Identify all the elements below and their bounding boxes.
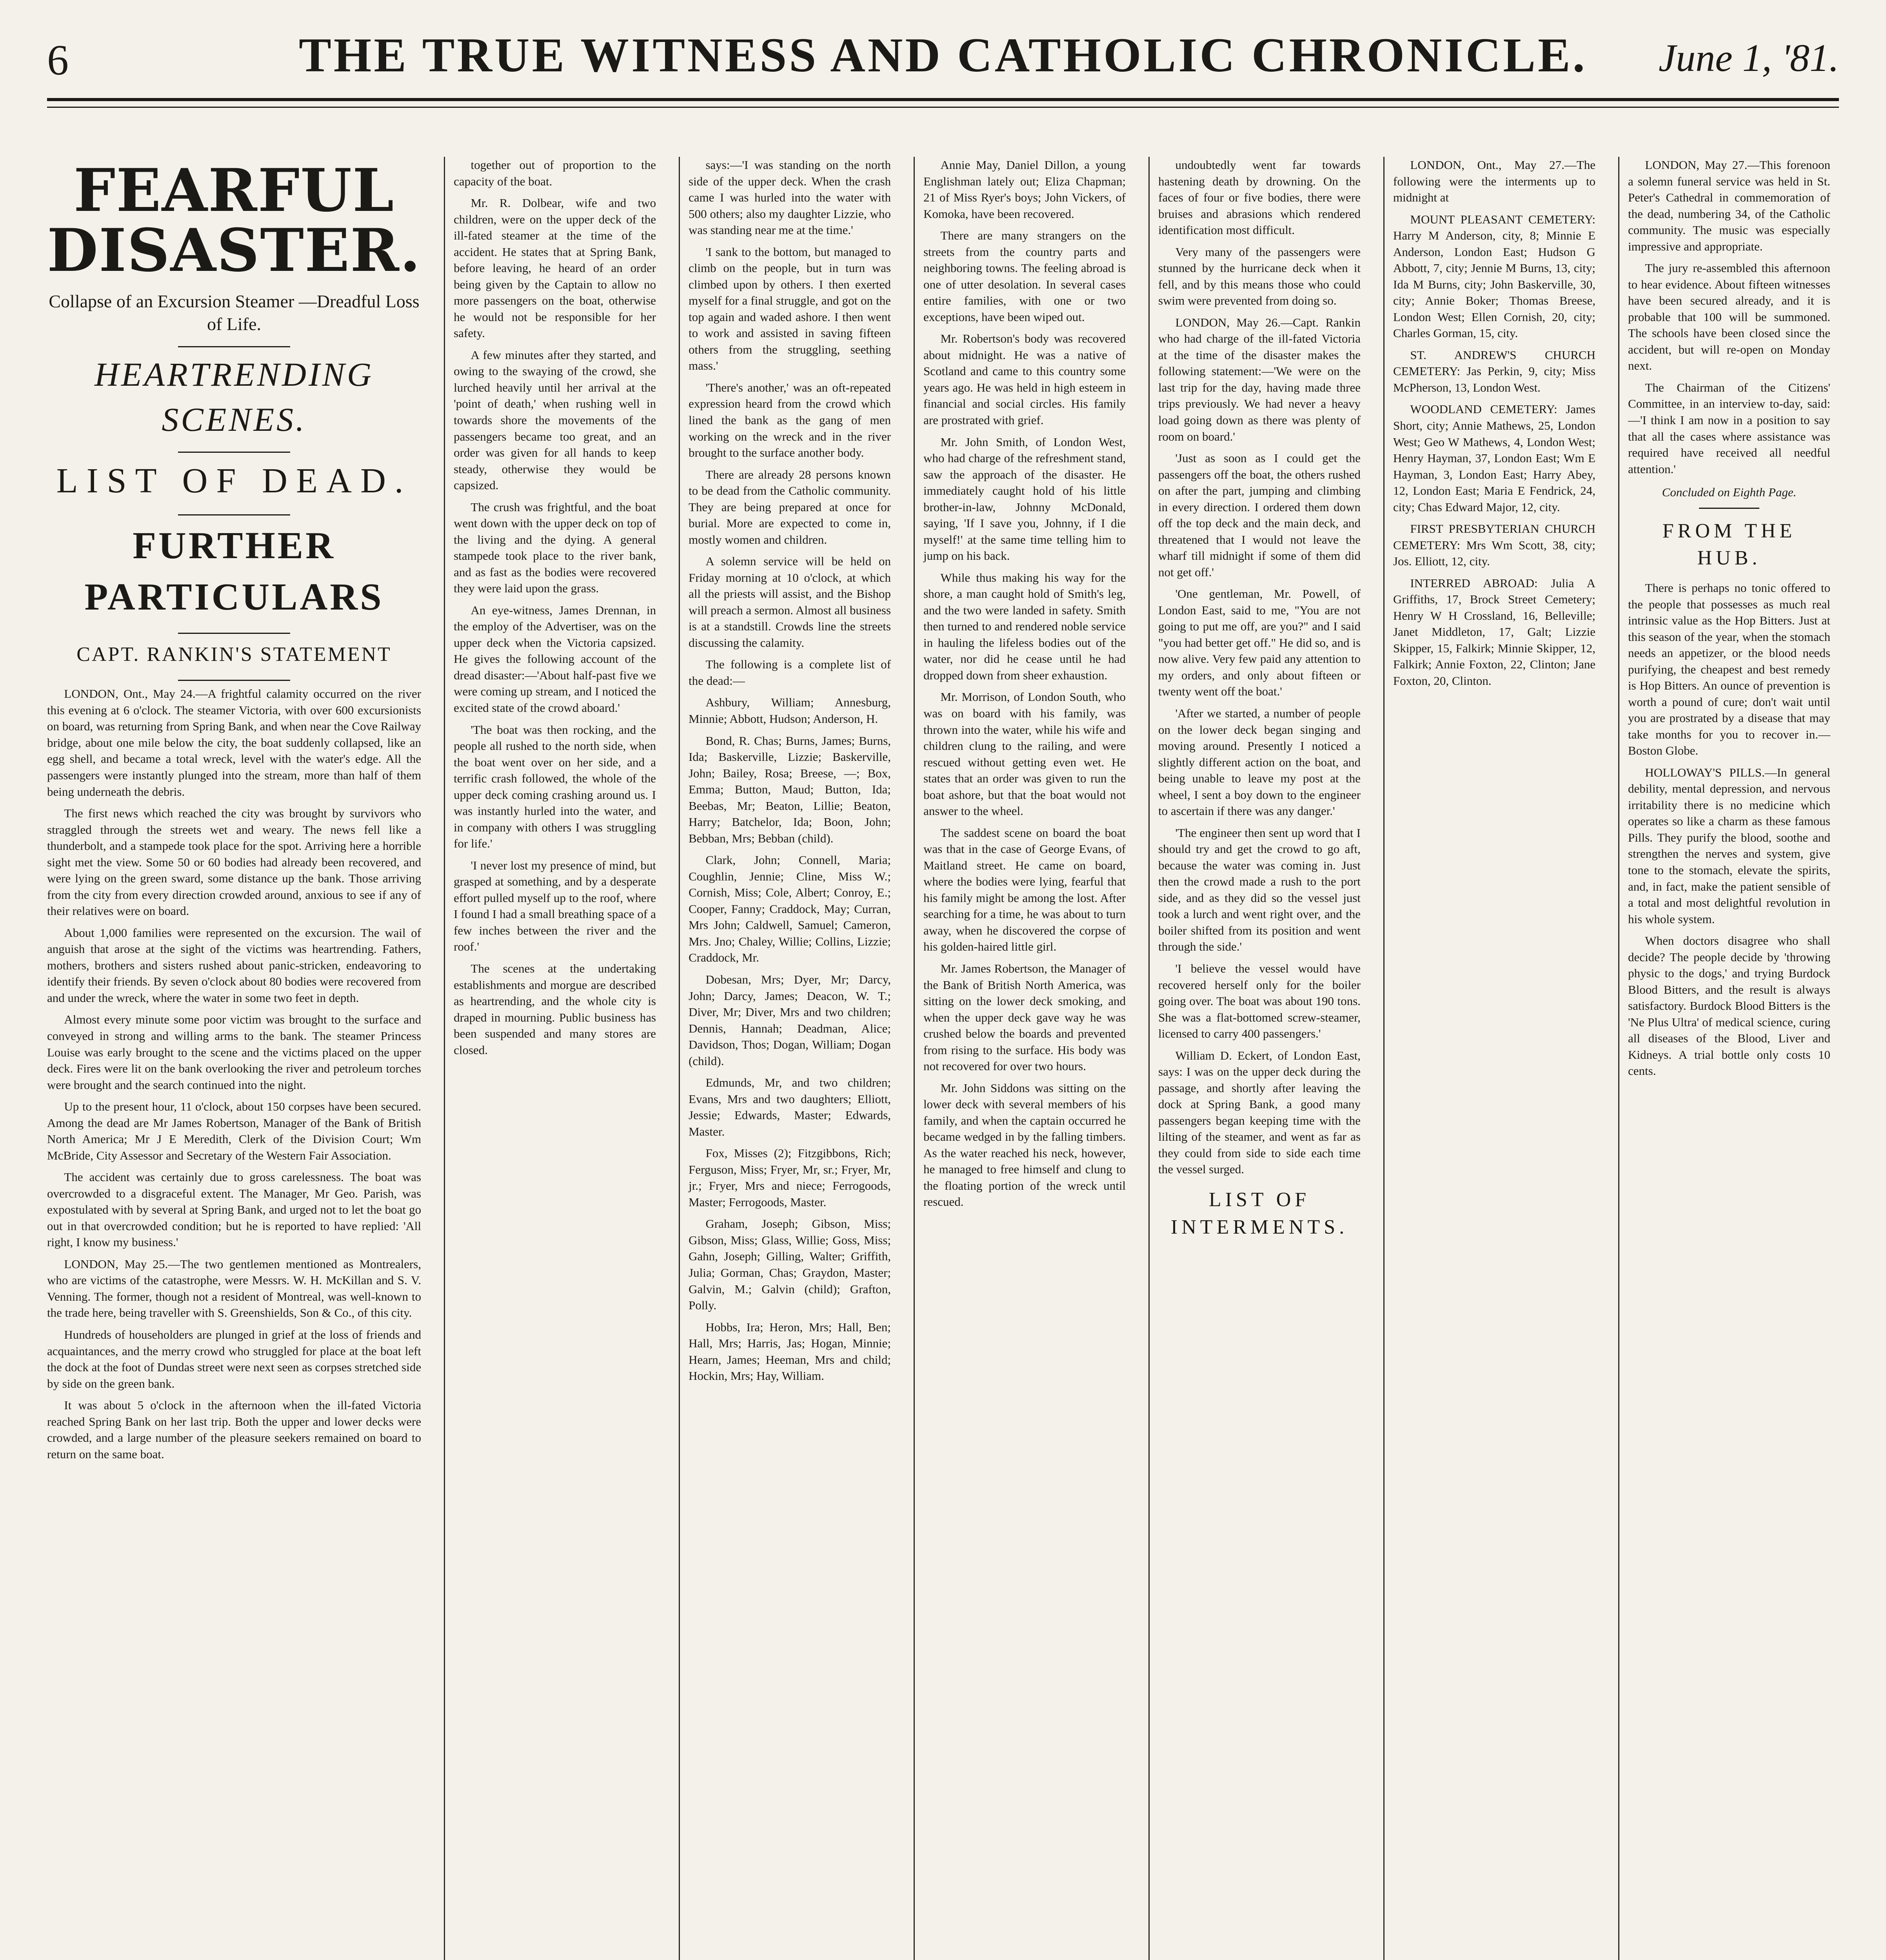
paragraph: ST. ANDREW'S CHURCH CEMETERY: Jas Perkin, 9, city; Miss McPherson, 13, London West. [1393, 348, 1596, 394]
paragraph: It was about 5 o'clock in the afternoon when the ill-fated Victoria reached Spring Bank on her last trip. Both the upper and lower decks were crowded, and a large number of the pleasure seekers remained on board to return on the same boat. [47, 1398, 422, 1461]
paragraph: LONDON, Ont., May 27.—The following were the interments up to midnight at [1393, 158, 1596, 205]
paragraph: The scenes at the undertaking establishments and morgue are described as heartrending, and the whole city is draped in mourning. Public business has been suspended and many stores are closed. [454, 961, 656, 1057]
paragraph: A few minutes after they started, and owing to the swaying of the crowd, she lurched heavily until her arrival at the 'point of death,' when rushing well in towards shore the movements of the passengers became too great, and an order was given for all hands to keep steady, otherwise they would be capsized. [454, 348, 656, 492]
paragraph: Bond, R. Chas; Burns, James; Burns, Ida; Baskerville, Lizzie; Baskerville, John; Bailey, Rosa; Breese, —; Box, Emma; Button, Maud; Button, Ida; Beebas, Mr; Beaton, Lillie; Beaton, Harry; Batchelor, Ida; Boon, John; Bebban, Mrs; Bebban (child). [689, 733, 891, 845]
paragraph: When doctors disagree who shall decide? The people decide by 'throwing physic to the dogs,' and trying Burdock Blood Bitters, and the result is always satisfactory. Burdock Blood Bitters is the 'Ne Plus Ultra' of medical science, curing all diseases of the Blood, Liver and Kidneys. A trial bottle only costs 10 cents. [1628, 934, 1830, 1078]
paragraph: Hobbs, Ira; Heron, Mrs; Hall, Ben; Hall, Mrs; Harris, Jas; Hogan, Minnie; Hearn, James; Heeman, Mrs and child; Hockin, Mrs; Hay, William. [689, 1320, 891, 1383]
paragraph: There is perhaps no tonic offered to the people that possesses as much real intrinsic value as the Hop Bitters. Just at this season of the year, when the stomach needs an appetizer, or the blood needs purifying, the cheapest and best remedy is Hop Bitters. An ounce of prevention is worth a pound of cure; don't wait until you are prostrated by a disease that may take months for you to recover in.—Boston Globe. [1628, 581, 1830, 758]
paragraph: 'I sank to the bottom, but managed to climb on the people, but in turn was climbed upon by others. I then exerted myself for a final struggle, and got on the top again and waded ashore. I then went to work and assisted in saving fifteen others from the struggling, seething mass.' [689, 245, 891, 373]
statement-heading: CAPT. RANKIN'S STATEMENT [76, 643, 392, 666]
article-columns [47, 157, 1839, 1960]
paragraph: Up to the present hour, 11 o'clock, about 150 corpses have been secured. Among the dead are Mr James Robertson, Manager of the Bank of British North America; Mr J E Meredith, Clerk of the Division Court; Wm McBride, City Assessor and Secretary of the Western Fair Association. [47, 1100, 422, 1162]
issue-date: June 1, '81. [1658, 36, 1839, 80]
paragraph: LONDON, May 27.—This forenoon a solemn funeral service was held in St. Peter's Cathedral in commemoration of the dead, numbering 34, of the Catholic community. The music was especially impressive and appropriate. [1628, 158, 1830, 253]
paragraph: Clark, John; Connell, Maria; Coughlin, Jennie; Cline, Miss W.; Cornish, Miss; Cole, Albert; Conroy, E.; Cooper, Fanny; Craddock, May; Curran, Mrs John; Caldwell, Samuel; Cameron, Mrs. Jno; Chaley, Willie; Collins, Lizzie; Craddock, Mr. [689, 853, 891, 965]
deck: Collapse of an Excursion Steamer —Dreadful Loss of Life. [49, 291, 420, 334]
paragraph: 'There's another,' was an oft-repeated expression heard from the crowd which lined the bank as the gang of men working on the wreck and in the river brought to the surface another body. [689, 380, 891, 460]
headline: FEARFUL DISASTER. [47, 156, 422, 285]
paragraph: 'The boat was then rocking, and the people all rushed to the north side, when the boat went over on her side, and a terrific crash followed, the whole of the upper deck coming crashing around us. I was instantly hurled into the water, and in company with others I was struggling for life.' [454, 722, 656, 851]
paragraph: Mr. Robertson's body was recovered about midnight. He was a native of Scotland and came to this country some years ago. He was held in high esteem in financial and social circles. His family are prostrated with grief. [923, 332, 1126, 427]
further-particulars-heading: FURTHER PARTICULARS [84, 524, 384, 619]
divider [1699, 508, 1760, 509]
paragraph: The first news which reached the city was brought by survivors who straggled through the streets wet and weary. The news fell like a thunderbolt, and a stampede took place for the spot. Arriving here a horrible sight met the view. Some 50 or 60 bodies had already been recovered, and were lying on the green sward, some distance up the bank. Those arriving from the city from every direction crowded around, anxious to see if any of their relatives were on board. [47, 806, 422, 918]
paragraph: 'The engineer then sent up word that I should try and get the crowd to go aft, because the water was coming in. Just then the crowd made a rush to the port side, and as they did so the vessel just took a lurch and went right over, and the boiler shifted from its position and went through the side.' [1158, 826, 1361, 954]
column-3 [679, 157, 899, 1960]
divider [178, 514, 290, 515]
column-6 [1383, 157, 1604, 1960]
paragraph: Annie May, Daniel Dillon, a young Englishman lately out; Eliza Chapman; 21 of Miss Ryer's boys; John Vickers, of Komoka, have been recovered. [923, 158, 1126, 221]
paragraph: Fox, Misses (2); Fitzgibbons, Rich; Ferguson, Miss; Fryer, Mr, sr.; Fryer, Mr, jr.; Fryer, Mrs and niece; Ferrogoods, Master; Ferrogoods, Master. [689, 1146, 891, 1209]
paragraph: 'I never lost my presence of mind, but grasped at something, and by a desperate effort pulled myself up to the roof, where I found I had a small breathing space of a few inches between the river and the roof.' [454, 858, 656, 954]
hub-heading: FROM THE HUB. [1662, 519, 1796, 570]
column-2 [444, 157, 665, 1960]
newspaper-title: THE TRUE WITNESS AND CATHOLIC CHRONICLE. [299, 28, 1587, 82]
list-of-dead-heading: LIST OF DEAD. [56, 461, 412, 501]
paragraph: Dobesan, Mrs; Dyer, Mr; Darcy, John; Darcy, James; Deacon, W. T.; Diver, Mr; Diver, Mrs and two children; Dennis, Hannah; Deadman, Alice; Davidson, Thos; Dogan, William; Dogan (child). [689, 972, 891, 1068]
paragraph: There are many strangers on the streets from the country parts and neighboring towns. The feeling abroad is one of utter desolation. In several cases entire families, with one or two exceptions, have been wiped out. [923, 229, 1126, 324]
paragraph: A solemn service will be held on Friday morning at 10 o'clock, at which all the priests will assist, and the Bishop will preach a sermon. Almost all business is at a standstill. Crowds line the streets discussing the calamity. [689, 554, 891, 650]
paragraph: There are already 28 persons known to be dead from the Catholic community. They are being prepared at once for burial. More are expected to come in, mostly women and children. [689, 467, 891, 546]
paragraph: 'One gentleman, Mr. Powell, of London East, said to me, "You are not going to put me off, are you?" and I said "you had better get off." He did so, and is now alive. Very few paid any attention to my orders, and only about fifteen or twenty went off the boat.' [1158, 587, 1361, 699]
paragraph: LONDON, May 25.—The two gentlemen mentioned as Montrealers, who are victims of the catastrophe, were Messrs. W. H. McKillan and S. V. Venning. The former, though not a resident of Montreal, was well-known to the trade here, being traveller with S. Greenshields, Son & Co., of this city. [47, 1257, 422, 1320]
paragraph: An eye-witness, James Drennan, in the employ of the Advertiser, was on the upper deck when the Victoria capsized. He gives the following account of the dread disaster:—'About half-past five we were coming up stream, and I noticed the excited state of the crowd aboard.' [454, 603, 656, 715]
interments-heading: LIST OF INTERMENTS. [1170, 1188, 1348, 1238]
paragraph: Very many of the passengers were stunned by the hurricane deck when it fell, and by this means those who could swim were prevented from doing so. [1158, 245, 1361, 308]
paragraph: The following is a complete list of the dead:— [689, 657, 891, 688]
paragraph: Edmunds, Mr, and two children; Evans, Mrs and two daughters; Elliott, Jessie; Edwards, Master; Edwards, Master. [689, 1076, 891, 1138]
paragraph: says:—'I was standing on the north side of the upper deck. When the crash came I was hurled into the water with 500 others; also my daughter Lizzie, who was standing near me at the time.' [689, 158, 891, 237]
masthead [47, 24, 1839, 153]
paragraph: The Chairman of the Citizens' Committee, in an interview to-day, said:—'I think I am now in a position to say that all the cases where assistance was required have received all needful attention.' [1628, 380, 1830, 476]
divider [178, 452, 290, 453]
paragraph: The jury re-assembled this afternoon to hear evidence. About fifteen witnesses have been secured already, and it is probable that 100 will be summoned. The schools have been closed since the accident, but will re-open on Monday next. [1628, 261, 1830, 373]
paragraph: Almost every minute some poor victim was brought to the surface and conveyed in strong and willing arms to the bank. The steamer Princess Louise was early brought to the scene and the victims placed on the upper deck. Fires were lit on the bank overlooking the river and petroleum torches were brought and the search continued into the night. [47, 1013, 422, 1092]
paragraph: undoubtedly went far towards hastening death by drowning. On the faces of four or five bodies, there were bruises and abrasions which rendered identification most difficult. [1158, 158, 1361, 237]
paragraph: 'After we started, a number of people on the lower deck began singing and moving around. Presently I noticed a slightly different action on the boat, and being unable to leave my post at the wheel, I sent a boy down to the engineer to ascertain if there was any danger.' [1158, 706, 1361, 818]
paragraph: together out of proportion to the capacity of the boat. [454, 158, 656, 188]
paragraph: Mr. John Smith, of London West, who had charge of the refreshment stand, saw the approach of the disaster. He immediately caught hold of his little brother-in-law, Johnny McDonald, saying, 'If I save you, Johnny, if I die myself!' at the same time telling him to jump on his back. [923, 435, 1126, 563]
paragraph: Mr. R. Dolbear, wife and two children, were on the upper deck of the ill-fated steamer at the time of the accident. He states that at Spring Bank, before leaving, he heard of an order being given by the Captain to allow no more passengers on the boat, otherwise he would not be responsible for her safety. [454, 196, 656, 340]
paragraph: 'Just as soon as I could get the passengers off the boat, the others rushed on after the part, jumping and climbing in every direction. I ordered them down off the top deck and the main deck, and threatened that I would not leave the wharf till midnight if some of them did not get off.' [1158, 451, 1361, 579]
paragraph: LONDON, May 26.—Capt. Rankin who had charge of the ill-fated Victoria at the time of the disaster makes the following statement:—'We were on the last trip for the day, having made three trips previously. We had never a heavy load going down as there was plenty of room on board.' [1158, 315, 1361, 443]
paragraph: While thus making his way for the shore, a man caught hold of Smith's leg, and the two were landed in safety. Smith then turned to and rendered noble service in hauling the lifeless bodies out of the water, nor did he cease until he had dropped down from sheer exhaustion. [923, 570, 1126, 682]
column-1 [47, 157, 430, 1960]
paragraph: 'I believe the vessel would have recovered herself only for the boiler going over. The boat was about 190 tons. She was a flat-bottomed screw-steamer, licensed to carry 400 passengers.' [1158, 961, 1361, 1041]
paragraph: Mr. John Siddons was sitting on the lower deck with several members of his family, and when the captain occurred he became wedged in by the falling timbers. As the water reached his neck, however, he managed to free himself and clung to the floating portion of the wreck until rescued. [923, 1081, 1126, 1209]
column-5 [1148, 157, 1369, 1960]
paragraph: FIRST PRESBYTERIAN CHURCH CEMETERY: Mrs Wm Scott, 38, city; Jos. Elliott, 12, city. [1393, 522, 1596, 568]
masthead-rule [47, 98, 1839, 108]
subhead-heartrending: HEARTRENDING SCENES. [94, 356, 374, 439]
paragraph: Graham, Joseph; Gibson, Miss; Gibson, Miss; Glass, Willie; Goss, Miss; Gahn, Joseph; Gilling, Walter; Griffith, Julia; Gorman, Chas; Graydon, Master; Galvin, M.; Galvin (child); Grafton, Polly. [689, 1217, 891, 1312]
page-number: 6 [47, 36, 69, 84]
paragraph: Ashbury, William; Annesburg, Minnie; Abbott, Hudson; Anderson, H. [689, 695, 891, 726]
paragraph: The accident was certainly due to gross carelessness. The boat was overcrowded to a disgraceful extent. The Manager, Mr Geo. Parish, was expostulated with by several at Spring Bank, and urged not to let the boat go out in that overcrowded condition; but he is reported to have replied: 'All right, I know my business.' [47, 1170, 422, 1249]
column-7 [1618, 157, 1839, 1960]
divider [178, 346, 290, 347]
paragraph: William D. Eckert, of London East, says: I was on the upper deck during the passage, and shortly after leaving the dock at Spring Bank, a good many passengers began keeping time with the lilting of the steamer, and went as far as they could from side to side each time the vessel surged. [1158, 1048, 1361, 1176]
paragraph: Hundreds of householders are plunged in grief at the loss of friends and acquaintances, and the merry crowd who struggled for place at the boat left the dock at the foot of Dundas street were next seen as corpses stretched side by side on the green bank. [47, 1328, 422, 1390]
paragraph: MOUNT PLEASANT CEMETERY: Harry M Anderson, city, 8; Minnie E Anderson, London East; Hudson G Abbott, 7, city; Jennie M Burns, 13, city; Ida M Burns, city; John Baskerville, 30, city; Annie Boker; Thomas Breese, London West; Ellen Cornish, 20, city; Charles Gorman, 15, city. [1393, 212, 1596, 340]
continued-note: Concluded on Eighth Page. [1662, 485, 1797, 499]
column-4 [914, 157, 1134, 1960]
paragraph: About 1,000 families were represented on the excursion. The wail of anguish that arose at the sight of the victims was heartrending. Fathers, mothers, brothers and sisters rushed about panic-stricken, endeavoring to identify their friends. By seven o'clock about 80 bodies were recovered from and under the wreck, where the water in some two feet in depth. [47, 926, 422, 1005]
paragraph: HOLLOWAY'S PILLS.—In general debility, mental depression, and nervous irritability there is no medicine which operates so like a charm as these famous Pills. They purify the blood, soothe and strengthen the nerves and system, give tone to the stomach, elevate the spirits, and, in fact, make the patient sensible of a total and most delightful revolution in his whole system. [1628, 765, 1830, 926]
paragraph: WOODLAND CEMETERY: James Short, city; Annie Mathews, 25, London West; Geo W Mathews, 4, London West; Henry Hayman, 37, London East; Wm E Hayman, 3, London East; Harry Abey, 12, London East; Maria E Fendrick, 24, city; Chas Edward Major, 12, city. [1393, 402, 1596, 514]
paragraph: The saddest scene on board the boat was that in the case of George Evans, of Maitland street. He came on board, where the bodies were lying, fearful that his family might be among the lost. After searching for a time, he was about to turn away, when he discovered the corpse of his golden-haired little girl. [923, 826, 1126, 954]
paragraph: INTERRED ABROAD: Julia A Griffiths, 17, Brock Street Cemetery; Henry W H Crossland, 16, Belleville; Janet Middleton, 17, Galt; Lizzie Skipper, 15, Falkirk; Minnie Skipper, 12, Falkirk; Annie Foxton, 22, Clinton; Jane Foxton, 20, Clinton. [1393, 576, 1596, 688]
paragraph: Mr. Morrison, of London South, who was on board with his family, was thrown into the water, while his wife and children clung to the railing, and were rescued without getting even wet. He states that an order was given to run the boat ashore, but that the boat would not answer to the wheel. [923, 690, 1126, 818]
paragraph: Mr. James Robertson, the Manager of the Bank of British North America, was sitting on the lower deck smoking, and when the upper deck gave way he was crushed below the boards and prevented from rising to the surface. His body was not recovered for over two hours. [923, 961, 1126, 1073]
paragraph: LONDON, Ont., May 24.—A frightful calamity occurred on the river this evening at 6 o'clock. The steamer Victoria, with over 600 excursionists on board, was returning from Spring Bank, and when near the Cove Railway bridge, about one mile below the city, the boat suddenly collapsed, like an egg shell, and became a total wreck, level with the water's edge. All the passengers were instantly plunged into the stream, more than half of them being underneath the debris. [47, 687, 422, 799]
divider [178, 680, 290, 681]
paragraph: The crush was frightful, and the boat went down with the upper deck on top of the living and the dying. A general stampede took place to the river bank, and as fast as the bodies were recovered they were laid upon the grass. [454, 500, 656, 595]
divider [178, 633, 290, 634]
